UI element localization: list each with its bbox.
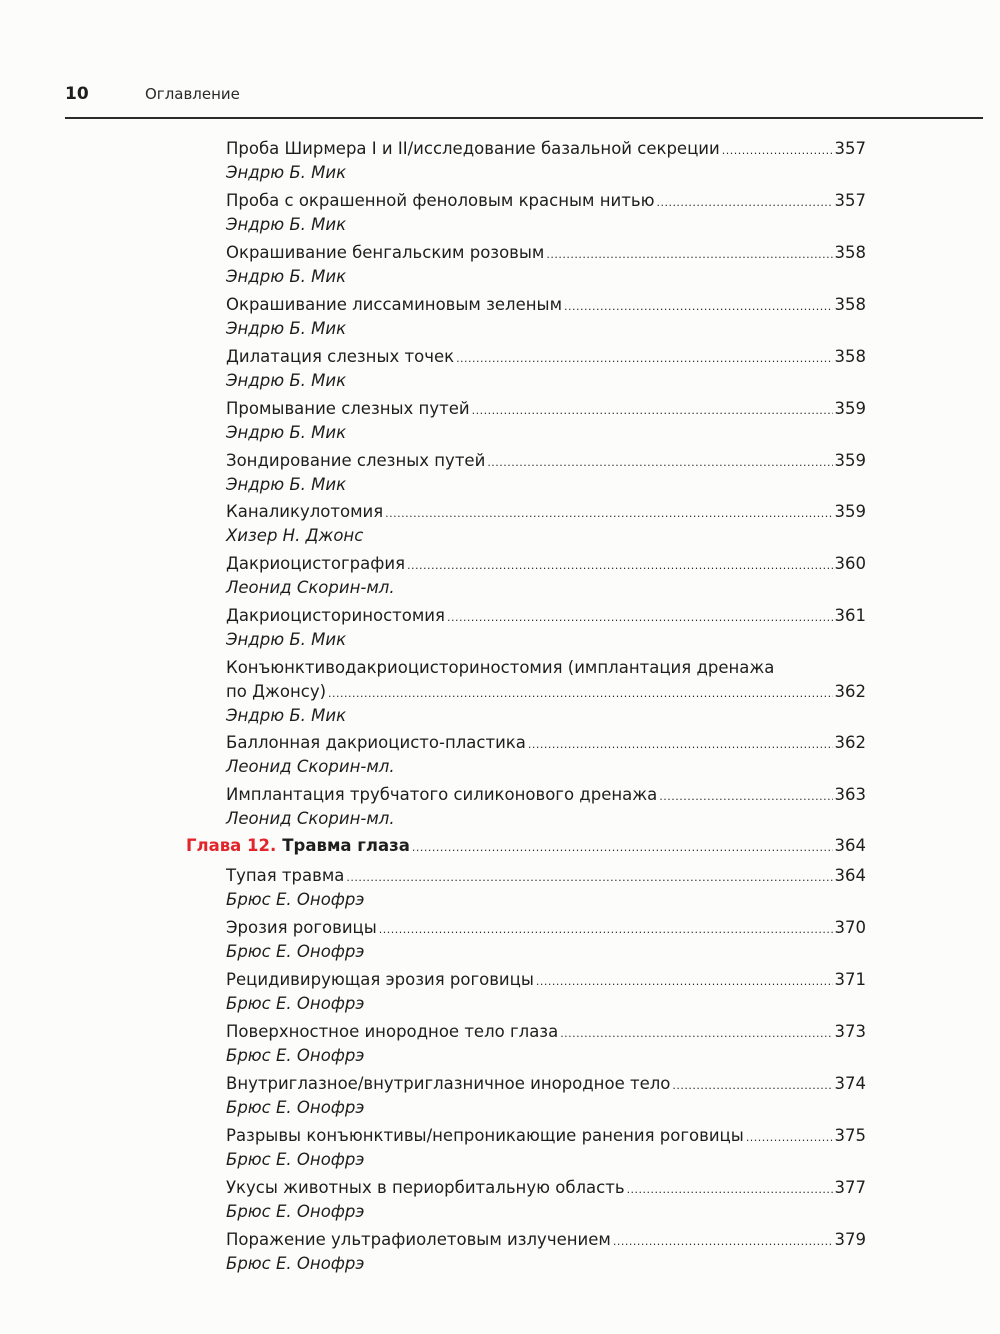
dot-leader	[528, 733, 833, 757]
toc-entry-title: Проба с окрашенной феноловым красным нитью	[226, 191, 655, 210]
toc-entry-page: 371	[834, 970, 866, 989]
toc-entry-page: 360	[834, 554, 866, 573]
toc-entry-page: 374	[834, 1074, 866, 1093]
toc-entry-page: 359	[834, 399, 866, 418]
running-title: Оглавление	[145, 85, 240, 103]
toc-entry	[226, 500, 866, 548]
toc-entry-title: Имплантация трубчатого силиконового дренажа	[226, 785, 658, 804]
toc-entry-page: 357	[834, 191, 866, 210]
toc-entry-page: 373	[834, 1022, 866, 1041]
dot-leader	[456, 347, 832, 371]
toc-entry-title: Тупая травма	[226, 866, 345, 885]
page-header	[0, 0, 1000, 125]
toc-entry-page: 358	[834, 295, 866, 314]
dot-leader	[672, 1074, 832, 1098]
toc-entry	[226, 293, 866, 341]
toc-entry-author: Брюс Е. Онофрэ	[226, 1202, 365, 1221]
toc-entry	[226, 916, 866, 964]
dot-leader	[536, 970, 833, 994]
toc-entry	[226, 449, 866, 497]
toc-entry-author: Эндрю Б. Мик	[226, 319, 347, 338]
dot-leader	[560, 1022, 832, 1046]
toc-entry-author: Леонид Скорин-мл.	[226, 757, 395, 776]
toc-entry	[226, 1176, 866, 1224]
toc-entry-title: Поверхностное инородное тело глаза	[226, 1022, 559, 1041]
toc-entry	[226, 731, 866, 779]
toc-entry-title: Баллонная дакриоцисто-пластика	[226, 733, 526, 752]
toc-entry-page: 357	[834, 139, 866, 158]
toc-entry-title: Окрашивание лиссаминовым зеленым	[226, 295, 563, 314]
toc-entry-author: Брюс Е. Онофрэ	[226, 1098, 365, 1117]
toc-entry-title: Окрашивание бенгальским розовым	[226, 243, 545, 262]
toc-entry-page: 370	[834, 918, 866, 937]
toc-entry-author: Брюс Е. Онофрэ	[226, 994, 365, 1013]
dot-leader	[746, 1126, 833, 1150]
page-number: 10	[65, 84, 89, 104]
dot-leader	[627, 1178, 833, 1202]
toc-entry-author: Эндрю Б. Мик	[226, 371, 347, 390]
dot-leader	[379, 918, 833, 942]
toc-entry-title: Каналикулотомия	[226, 502, 384, 521]
toc-entry-page: 375	[834, 1126, 866, 1145]
toc-entry	[226, 968, 866, 1016]
dot-leader	[546, 243, 832, 267]
toc-entry-title: Зондирование слезных путей	[226, 451, 486, 470]
toc-entry-page: 362	[834, 733, 866, 752]
toc-entry	[226, 552, 866, 600]
toc-entry	[226, 189, 866, 237]
toc-entry-page: 363	[834, 785, 866, 804]
toc-entry-title: Внутриглазное/внутриглазничное инородное тело	[226, 1074, 671, 1093]
dot-leader	[659, 785, 832, 809]
toc-entry	[226, 604, 866, 652]
toc-entry-author: Эндрю Б. Мик	[226, 423, 347, 442]
toc-entry-title: Разрывы конъюнктивы/непроникающие ранения роговицы	[226, 1126, 744, 1145]
toc-entry-author: Эндрю Б. Мик	[226, 163, 347, 182]
toc-entry-page: 377	[834, 1178, 866, 1197]
toc-entry-author: Брюс Е. Онофрэ	[226, 942, 365, 961]
dot-leader	[472, 399, 833, 423]
toc-entry-author: Брюс Е. Онофрэ	[226, 890, 365, 909]
toc-entry-page: 379	[834, 1230, 866, 1249]
toc-entry-title: Рецидивирующая эрозия роговицы	[226, 970, 534, 989]
toc-entry-page: 359	[834, 451, 866, 470]
toc-entry-author: Эндрю Б. Мик	[226, 215, 347, 234]
toc-entry	[226, 137, 866, 185]
toc-entry-author: Брюс Е. Онофрэ	[226, 1150, 365, 1169]
toc-entry-title: по Джонсу)	[226, 682, 327, 701]
dot-leader	[385, 502, 832, 526]
toc-entry-title-line1: Конъюнктиводакриоцисториностомия (имплантация дренажа	[226, 658, 775, 677]
dot-leader	[407, 554, 832, 578]
toc-entry-page: 358	[834, 347, 866, 366]
toc-entry-page: 358	[834, 243, 866, 262]
toc-entry-author: Брюс Е. Онофрэ	[226, 1254, 365, 1273]
dot-leader	[346, 866, 832, 890]
toc-entry	[226, 345, 866, 393]
toc-entry-author: Эндрю Б. Мик	[226, 267, 347, 286]
toc-entry-page: 361	[834, 606, 866, 625]
header-rule	[65, 117, 983, 119]
dot-leader	[613, 1230, 833, 1254]
toc-entry	[226, 1228, 866, 1276]
toc-entry	[226, 1020, 866, 1068]
dot-leader	[412, 836, 833, 860]
toc-entry	[226, 1124, 866, 1172]
toc-entry-author: Брюс Е. Онофрэ	[226, 1046, 365, 1065]
dot-leader	[328, 682, 832, 706]
toc-entry	[226, 656, 866, 728]
toc-entry-author: Эндрю Б. Мик	[226, 475, 347, 494]
toc-entry	[226, 1072, 866, 1120]
toc-entry	[226, 241, 866, 289]
toc-entry-author: Леонид Скорин-мл.	[226, 809, 395, 828]
toc-entry-title: Дакриоцистография	[226, 554, 406, 573]
toc-entry-page: 359	[834, 502, 866, 521]
toc-entry-title: Поражение ультрафиолетовым излучением	[226, 1230, 611, 1249]
dot-leader	[487, 451, 832, 475]
toc-entry-author: Эндрю Б. Мик	[226, 630, 347, 649]
chapter-page: 364	[834, 836, 866, 855]
dot-leader	[656, 191, 832, 215]
dot-leader	[564, 295, 832, 319]
toc-entry-author: Эндрю Б. Мик	[226, 706, 347, 725]
toc-entry-title: Проба Ширмера I и II/исследование базальной секреции	[226, 139, 720, 158]
toc-entry-author: Хизер Н. Джонс	[226, 526, 364, 545]
chapter-title: Травма глаза	[282, 836, 410, 855]
toc-entry-title: Дакриоцисториностомия	[226, 606, 445, 625]
dot-leader	[722, 139, 833, 163]
toc-entry-title: Промывание слезных путей	[226, 399, 470, 418]
toc-entry-page: 364	[834, 866, 866, 885]
toc-entry	[226, 783, 866, 831]
toc-entry-title: Дилатация слезных точек	[226, 347, 455, 366]
toc-entry-title: Укусы животных в периорбитальную область	[226, 1178, 625, 1197]
toc-entry	[226, 397, 866, 445]
chapter-heading	[186, 834, 866, 858]
dot-leader	[447, 606, 833, 630]
toc-entry-author: Леонид Скорин-мл.	[226, 578, 395, 597]
chapter-label: Глава 12.	[186, 836, 277, 855]
toc-entry-title: Эрозия роговицы	[226, 918, 377, 937]
toc-entry	[226, 864, 866, 912]
toc-entry-page: 362	[834, 682, 866, 701]
